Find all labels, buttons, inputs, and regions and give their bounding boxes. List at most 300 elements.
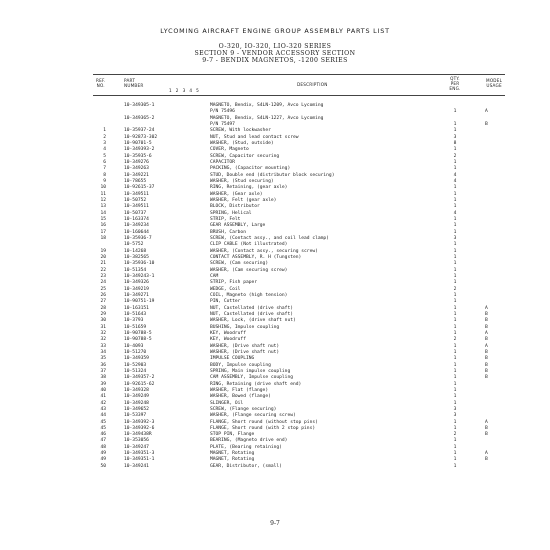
- part-description: FLANGE, Short round (without stop pins): [210, 419, 318, 425]
- table-row: [0, 128, 550, 134]
- model-usage: A: [485, 451, 488, 457]
- part-number: 10-349328: [124, 387, 149, 393]
- model-usage: A: [485, 305, 488, 311]
- ref-number: 45: [100, 419, 106, 425]
- ref-number: 32: [100, 337, 106, 343]
- quantity-per-engine: 1: [453, 324, 457, 330]
- description-column-header: DESCRIPTION: [297, 82, 328, 87]
- quantity-per-engine: 1: [453, 109, 457, 115]
- table-row: [0, 356, 550, 362]
- part-description: CAPACITOR: [210, 159, 235, 165]
- quantity-per-engine: 2: [453, 286, 457, 292]
- part-number: 10-53397: [124, 413, 147, 419]
- part-description: COIL, Magneto (high tension): [210, 292, 288, 298]
- model-usage: B: [485, 121, 488, 127]
- quantity-per-engine: 1: [453, 463, 457, 469]
- ref-number: 10: [100, 185, 106, 191]
- table-row: [0, 375, 550, 381]
- ref-number: 11: [100, 191, 106, 197]
- part-number: 10-349652: [124, 406, 149, 412]
- table-row: [0, 242, 550, 248]
- ref-number: 18: [100, 235, 106, 241]
- model-usage: B: [485, 318, 488, 324]
- table-row: [0, 211, 550, 217]
- part-number: 10-3793: [124, 318, 144, 324]
- table-row: [0, 173, 550, 179]
- part-description: MAGNETO, Bendix, S4LN-1209, Avco Lycoming: [210, 103, 324, 108]
- quantity-per-engine: 1: [453, 261, 457, 267]
- part-number: 10-349511: [124, 204, 149, 210]
- quantity-per-engine: 1: [453, 381, 457, 387]
- quantity-per-engine: 3: [453, 406, 457, 412]
- table-row: [0, 363, 550, 369]
- part-description: SCREW, With lockwasher: [210, 128, 271, 134]
- part-number: 10-349247: [124, 444, 149, 450]
- qty-header-line3: ENG.: [449, 86, 461, 91]
- ref-number: 48: [100, 444, 106, 450]
- ref-number: 15: [100, 216, 106, 222]
- model-header-line1: MODEL: [486, 78, 503, 83]
- model-usage: B: [485, 356, 488, 362]
- model-usage: B: [485, 324, 488, 330]
- part-description: WASHER, (Gear axle): [210, 191, 263, 197]
- part-description: SLINGER, Oil: [210, 400, 244, 406]
- part-number: 10-349438R: [124, 432, 152, 438]
- part-number: 10-349365-2: [124, 115, 155, 121]
- quantity-per-engine: 1: [453, 248, 457, 254]
- part-number: 10-349241: [124, 463, 149, 469]
- quantity-per-engine: 1: [453, 223, 457, 229]
- part-description: P/N 75496: [210, 109, 235, 115]
- ref-number: 49: [100, 451, 106, 457]
- part-number: 10-35936-10: [124, 261, 155, 267]
- ref-number: 36: [100, 362, 106, 368]
- quantity-per-engine: 3: [453, 235, 457, 241]
- ref-number: 24: [100, 280, 106, 286]
- ref-number: 28: [100, 305, 106, 311]
- part-number: 10-349351-3: [124, 451, 155, 457]
- ref-number: 43: [100, 406, 106, 412]
- header-top-rule: [93, 74, 505, 75]
- part-description: NUT, Castellated (drive shaft): [210, 311, 293, 317]
- part-description: CONTACT ASSEMBLY, R. H (Tungsten): [210, 254, 302, 260]
- model-column-header: [486, 78, 502, 88]
- table-row: [0, 331, 550, 337]
- quantity-per-engine: 1: [453, 191, 457, 197]
- ref-header-line2: NO.: [96, 83, 105, 88]
- part-number: 10-90751-19: [124, 299, 155, 305]
- ref-number: 38: [100, 375, 106, 381]
- table-row: [0, 141, 550, 147]
- part-number: 10-349392-6: [124, 425, 155, 431]
- ref-number: 39: [100, 381, 106, 387]
- part-number: 10-51354: [124, 267, 147, 273]
- table-row: [0, 280, 550, 286]
- part-description: WASHER, (Drive shaft nut): [210, 343, 280, 349]
- ref-number: 46: [100, 432, 106, 438]
- part-number: 10-349263: [124, 166, 149, 172]
- part-number: 10-14268: [124, 248, 147, 254]
- part-number: 10-349249: [124, 394, 149, 400]
- part-number: 10-160644: [124, 229, 149, 235]
- part-number: 10-92615-37: [124, 185, 155, 191]
- part-description: BRUSH, Carbon: [210, 229, 246, 235]
- quantity-per-engine: 2: [453, 153, 457, 159]
- table-row: [0, 109, 550, 115]
- table-row: [0, 299, 550, 305]
- ref-number: 45: [100, 425, 106, 431]
- table-row: [0, 464, 550, 470]
- quantity-per-engine: 1: [453, 128, 457, 134]
- table-row: [0, 344, 550, 350]
- quantity-per-engine: 1: [453, 330, 457, 336]
- model-usage: A: [485, 419, 488, 425]
- part-description: GEAR ASSEMBLY, Large: [210, 223, 266, 229]
- ref-number: 20: [100, 254, 106, 260]
- page-number: 9-7: [270, 520, 280, 527]
- table-row: [0, 147, 550, 153]
- ref-number: 26: [100, 292, 106, 298]
- part-number: 10-349511: [124, 191, 149, 197]
- part-number: 10-35936-7: [124, 235, 152, 241]
- ref-number: 41: [100, 394, 106, 400]
- part-number: 10-349392-3: [124, 419, 155, 425]
- table-row: [0, 325, 550, 331]
- part-description: GEAR, Distributor, (small): [210, 463, 282, 469]
- ref-number: 31: [100, 324, 106, 330]
- table-row: [0, 204, 550, 210]
- model-usage: B: [485, 349, 488, 355]
- table-row: [0, 166, 550, 172]
- part-number: 10-349326: [124, 280, 149, 286]
- table-row: [0, 122, 550, 128]
- part-description: WASHER, Flat (flange): [210, 387, 269, 393]
- table-row: [0, 230, 550, 236]
- part-number: 10-35937-24: [124, 128, 155, 134]
- part-number: 10-163151: [124, 305, 149, 311]
- section-heading: SECTION 9 - VENDOR ACCESSORY SECTION: [194, 50, 356, 57]
- quantity-per-engine: 1: [453, 425, 457, 431]
- part-description: WEDGE, Coil: [210, 286, 241, 292]
- table-row: [0, 445, 550, 451]
- part-description: SCREW, (Flange securing): [210, 406, 277, 412]
- qty-column-header: [445, 76, 465, 91]
- table-row: [0, 312, 550, 318]
- part-description: CAM: [210, 273, 219, 279]
- part-description: WASHER, (Flange securing screw): [210, 413, 296, 419]
- table-row: [0, 116, 550, 122]
- part-number: 10-51270: [124, 349, 147, 355]
- table-row: [0, 413, 550, 419]
- part-description: FLANGE, Short round (with 2 stop pins): [210, 425, 316, 431]
- ref-number: 7: [103, 166, 106, 172]
- part-column-header: [124, 78, 143, 88]
- part-description: BODY, Impulse coupling: [210, 362, 271, 368]
- model-usage: A: [485, 343, 488, 349]
- table-row: [0, 185, 550, 191]
- quantity-per-engine: 1: [453, 444, 457, 450]
- ref-number: 17: [100, 229, 106, 235]
- ref-number: 33: [100, 343, 106, 349]
- part-description: MAGNETO, Bendix, S4LN-1227, Avco Lycoming: [210, 115, 324, 121]
- part-number: 10-349243-1: [124, 273, 155, 279]
- quantity-per-engine: 1: [453, 438, 457, 444]
- table-row: [0, 306, 550, 312]
- ref-number: 35: [100, 356, 106, 362]
- table-row: [0, 135, 550, 141]
- model-header-line2: USAGE: [486, 83, 502, 88]
- table-row: [0, 438, 550, 444]
- part-description: WASHER, (Contact assy., securing screw): [210, 248, 318, 254]
- table-row: [0, 369, 550, 375]
- part-description: WASHER, (Cam securing screw): [210, 267, 288, 273]
- table-row: [0, 217, 550, 223]
- part-number: 10-51643: [124, 311, 147, 317]
- model-usage: B: [485, 368, 488, 374]
- part-number: 10-349276: [124, 159, 149, 165]
- quantity-per-engine: 1: [453, 273, 457, 279]
- ref-number: 4: [103, 147, 106, 153]
- part-description: P/N 75497: [210, 121, 235, 127]
- part-description: KEY, Woodruff: [210, 337, 246, 343]
- ref-number: 49: [100, 457, 106, 463]
- part-description: WASHER, (Drive shaft nut): [210, 349, 280, 355]
- table-row: [0, 457, 550, 463]
- part-description: NUT, Stud and lead contact screw: [210, 134, 299, 140]
- part-number: 10-349351-1: [124, 457, 155, 463]
- part-description: SPRING, Main impulse coupling: [210, 368, 291, 374]
- qty-header-line2: PER: [450, 81, 460, 86]
- table-row: [0, 388, 550, 394]
- part-description: CLIP CABLE (Not illustrated): [210, 242, 288, 248]
- ref-column-header: [96, 78, 105, 88]
- part-number: 10-349219: [124, 286, 149, 292]
- quantity-per-engine: 2: [453, 337, 457, 343]
- ref-header-line1: REF.: [96, 78, 106, 83]
- part-description: STRIP, Fish paper: [210, 280, 258, 286]
- part-description: MAGNET, Rotating: [210, 457, 255, 463]
- table-row: [0, 451, 550, 457]
- part-description: RING, Retaining (drive shaft end): [210, 381, 302, 387]
- model-usage: B: [485, 311, 488, 317]
- quantity-per-engine: 1: [453, 387, 457, 393]
- quantity-per-engine: 2: [453, 432, 457, 438]
- part-number: 10-92873-302: [124, 134, 158, 140]
- quantity-per-engine: 1: [453, 242, 457, 248]
- ref-number: 37: [100, 368, 106, 374]
- part-number: 10-52903: [124, 362, 147, 368]
- part-number: 10-90788-5: [124, 330, 152, 336]
- quantity-per-engine: 1: [453, 311, 457, 317]
- part-description: STRIP, Felt: [210, 216, 241, 222]
- ref-number: 8: [103, 172, 106, 178]
- table-row: [0, 268, 550, 274]
- part-description: PIN, Cotter: [210, 299, 241, 305]
- part-number: 10-50737: [124, 210, 147, 216]
- part-number: 10-349359: [124, 356, 149, 362]
- table-row: [0, 249, 550, 255]
- quantity-per-engine: 1: [453, 368, 457, 374]
- model-usage: A: [485, 330, 488, 336]
- ref-number: 16: [100, 223, 106, 229]
- quantity-per-engine: 1: [453, 185, 457, 191]
- table-row: [0, 420, 550, 426]
- part-description: SCREW, (Cam securing): [210, 261, 269, 267]
- model-usage: B: [485, 432, 488, 438]
- part-number: 10-35935-6: [124, 153, 152, 159]
- ref-number: 6: [103, 159, 106, 165]
- model-usage: A: [485, 109, 488, 115]
- part-description: PLATE, (Bearing retaining): [210, 444, 282, 450]
- quantity-per-engine: 1: [453, 267, 457, 273]
- quantity-per-engine: 1: [453, 356, 457, 362]
- part-number: 10-349221: [124, 172, 149, 178]
- ref-number: 2: [103, 134, 106, 140]
- ref-number: 5: [103, 153, 106, 159]
- part-number: 10-51324: [124, 368, 147, 374]
- table-row: [0, 382, 550, 388]
- table-row: [0, 198, 550, 204]
- part-number: 10-349248: [124, 400, 149, 406]
- indent-digits-header: 1 2 3 4 5: [169, 88, 201, 93]
- model-usage: B: [485, 457, 488, 463]
- quantity-per-engine: 1: [453, 451, 457, 457]
- part-description: RING, Retaining, (gear axle): [210, 185, 288, 191]
- quantity-per-engine: 1: [453, 280, 457, 286]
- part-number: 10-51659: [124, 324, 147, 330]
- model-usage: B: [485, 425, 488, 431]
- table-row: [0, 401, 550, 407]
- quantity-per-engine: 3: [453, 134, 457, 140]
- quantity-per-engine: 1: [453, 318, 457, 324]
- table-row: [0, 223, 550, 229]
- part-description: SCREW, Capacitor securing: [210, 153, 280, 159]
- ref-number: 40: [100, 387, 106, 393]
- ref-number: 50: [100, 463, 106, 469]
- quantity-per-engine: 8: [453, 140, 457, 146]
- document-title: LYCOMING AIRCRAFT ENGINE GROUP ASSEMBLY PARTS LIST: [160, 27, 390, 35]
- part-description: WASHER, Bowed (flange): [210, 394, 271, 400]
- quantity-per-engine: 1: [453, 349, 457, 355]
- table-row: [0, 318, 550, 324]
- quantity-per-engine: 1: [453, 457, 457, 463]
- part-description: SPRING, Helical: [210, 210, 252, 216]
- part-number: 10-382565: [124, 254, 149, 260]
- part-number: 10-349305-1: [124, 103, 155, 108]
- model-usage: B: [485, 362, 488, 368]
- ref-number: 3: [103, 140, 106, 146]
- quantity-per-engine: 4: [453, 172, 457, 178]
- part-description: BUSHING, Impulse coupling: [210, 324, 280, 330]
- ref-number: 22: [100, 267, 106, 273]
- part-description: MAGNET, Rotating: [210, 451, 255, 457]
- quantity-per-engine: 1: [453, 147, 457, 153]
- ref-number: 34: [100, 349, 106, 355]
- quantity-per-engine: 4: [453, 178, 457, 184]
- part-number: 10-90701-5: [124, 140, 152, 146]
- engine-series-heading: O-320, IO-320, LIO-320 SERIES: [218, 43, 332, 50]
- table-row: [0, 293, 550, 299]
- part-description: WASHER, (Stud securing): [210, 178, 274, 184]
- quantity-per-engine: 1: [453, 299, 457, 305]
- table-row: [0, 103, 550, 109]
- ref-number: 30: [100, 318, 106, 324]
- ref-number: 25: [100, 286, 106, 292]
- part-number: 10-5752: [124, 242, 144, 248]
- table-row: [0, 255, 550, 261]
- part-description: BLOCK, Distributor: [210, 204, 260, 210]
- ref-number: 21: [100, 261, 106, 267]
- quantity-per-engine: 1: [453, 305, 457, 311]
- part-description: KEY, Woodruff: [210, 330, 246, 336]
- model-usage: B: [485, 375, 488, 381]
- quantity-per-engine: 1: [453, 166, 457, 172]
- part-number: 10-50752: [124, 197, 147, 203]
- quantity-per-engine: 1: [453, 292, 457, 298]
- quantity-per-engine: 1: [453, 204, 457, 210]
- part-number: 10-353056: [124, 438, 149, 444]
- table-row: [0, 287, 550, 293]
- quantity-per-engine: 1: [453, 394, 457, 400]
- ref-number: 29: [100, 311, 106, 317]
- part-description: COVER, Magneto: [210, 147, 249, 153]
- quantity-per-engine: 1: [453, 197, 457, 203]
- ref-number: 1: [103, 128, 106, 134]
- part-description: STUD, Double end (distributor block securing): [210, 172, 335, 178]
- part-description: STOP PIN, Flange: [210, 432, 255, 438]
- table-row: [0, 350, 550, 356]
- quantity-per-engine: 1: [453, 216, 457, 222]
- quantity-per-engine: 1: [453, 159, 457, 165]
- quantity-per-engine: 1: [453, 375, 457, 381]
- quantity-per-engine: 1: [453, 400, 457, 406]
- quantity-per-engine: 1: [453, 343, 457, 349]
- part-number: 10-349357-2: [124, 375, 155, 381]
- model-usage: B: [485, 337, 488, 343]
- part-description: SCREW, (Contact assy., and coil lead clamp): [210, 235, 329, 241]
- ref-number: 32: [100, 330, 106, 336]
- ref-number: 44: [100, 413, 106, 419]
- part-description: NUT, Castellated (drive shaft): [210, 305, 293, 311]
- part-number: 10-78655: [124, 178, 147, 184]
- part-description: CAM ASSEMBLY, Impulse coupling: [210, 375, 293, 381]
- part-header-line2: NUMBER: [124, 83, 144, 88]
- part-number: 10-349271: [124, 292, 149, 298]
- table-row: [0, 407, 550, 413]
- subsection-heading: 9-7 - BENDIX MAGNETOS, -1200 SERIES: [202, 57, 348, 64]
- part-number: 10-92615-62: [124, 381, 155, 387]
- part-number: 10-349393-2: [124, 147, 155, 153]
- quantity-per-engine: 1: [453, 362, 457, 368]
- quantity-per-engine: 4: [453, 210, 457, 216]
- ref-number: 12: [100, 197, 106, 203]
- quantity-per-engine: 1: [453, 254, 457, 260]
- part-number: 10-163374: [124, 216, 149, 222]
- ref-number: 27: [100, 299, 106, 305]
- ref-number: 47: [100, 438, 106, 444]
- part-description: WASHER, Lock, (drive shaft nut): [210, 318, 296, 324]
- part-description: BEARING, (Magneto drive end): [210, 438, 288, 444]
- header-bottom-rule: [93, 95, 505, 96]
- table-row: [0, 154, 550, 160]
- quantity-per-engine: 1: [453, 419, 457, 425]
- part-number: 10-349234: [124, 223, 149, 229]
- table-row: [0, 192, 550, 198]
- ref-number: 19: [100, 248, 106, 254]
- part-number: 10-4093: [124, 343, 144, 349]
- part-description: WASHER, Felt (gear axle): [210, 197, 277, 203]
- quantity-per-engine: 1: [453, 229, 457, 235]
